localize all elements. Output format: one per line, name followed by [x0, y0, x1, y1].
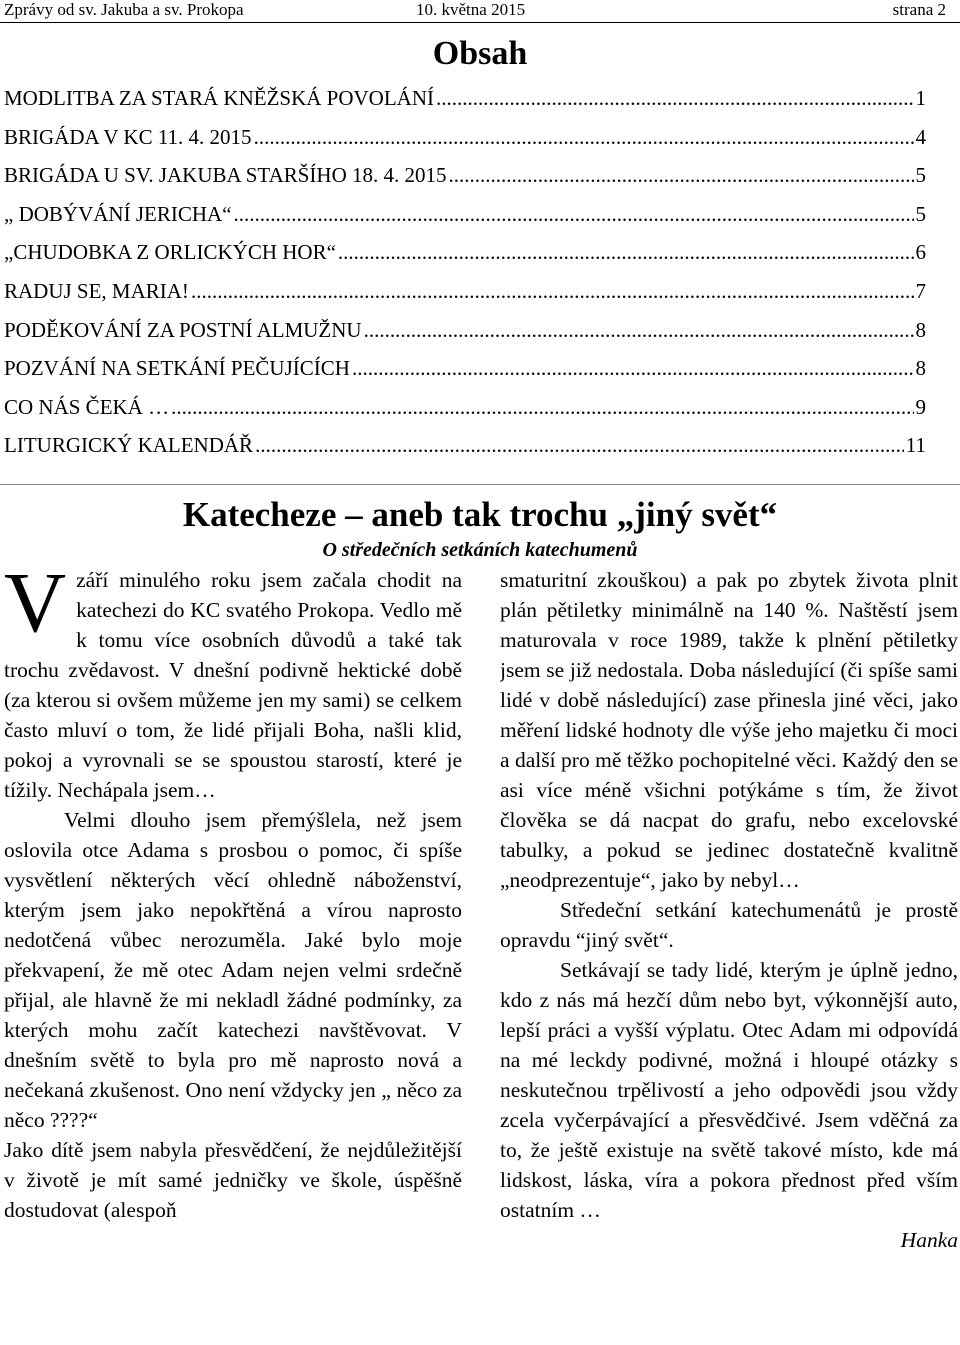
toc-leader	[255, 433, 904, 458]
toc-entry-label: PODĚKOVÁNÍ ZA POSTNÍ ALMUŽNU	[4, 317, 362, 342]
toc-entry-page: 8	[915, 356, 926, 381]
toc-entry-page: 8	[915, 317, 926, 342]
toc-title: Obsah	[432, 35, 528, 72]
toc-leader	[449, 163, 914, 188]
toc-entry-label: BRIGÁDA V KC 11. 4. 2015	[4, 124, 252, 149]
toc-entry-page: 9	[915, 394, 926, 419]
toc-entry[interactable]	[4, 163, 926, 202]
toc-entry[interactable]	[4, 279, 926, 318]
toc-entry-page: 4	[915, 124, 926, 149]
toc-entry-page: 6	[915, 240, 926, 265]
toc-entry[interactable]	[4, 395, 926, 434]
toc-entry-page: 5	[915, 201, 926, 226]
toc-entry-page: 1	[915, 86, 926, 110]
article-paragraph: Velmi dlouho jsem přemýšlela, než jsem oslovila otce Adama s prosbou o pomoc, či spíše vysvětlení některých věcí ohledně náboženství, kterým jsem jako nepokřtěná a vírou naprosto nedotčená vůbec nerozuměla. Jaké bylo moje překvapení, že mě otec Adam nejen velmi srdečně přijal, ale hlavně že mi nekladl žádné podmínky, za kterých mohu začít katechezi navštěvovat. V dnešním světě to byla pro mě naprosto nová a nečekaná zkušenost. Ono není vždycky jen „ něco za něco ????“	[4, 808, 462, 1132]
toc-leader	[436, 86, 914, 111]
toc-entry-label: MODLITBA ZA STARÁ KNĚŽSKÁ POVOLÁNÍ	[4, 86, 434, 110]
toc-entry-page: 7	[915, 278, 926, 303]
drop-cap: V	[4, 565, 67, 650]
toc-leader	[352, 356, 914, 381]
toc-entry-label: POZVÁNÍ NA SETKÁNÍ PEČUJÍCÍCH	[4, 356, 350, 381]
toc-entry-label: BRIGÁDA U SV. JAKUBA STARŠÍHO 18. 4. 2015	[4, 163, 447, 188]
toc-entry[interactable]	[4, 202, 926, 241]
article-title: Katecheze – aneb tak trochu „jiný svět“	[182, 495, 778, 534]
toc-entry[interactable]	[4, 86, 926, 125]
newsletter-name: Zprávy od sv. Jakuba a sv. Prokopa	[4, 0, 244, 19]
article-paragraph	[4, 565, 462, 805]
toc-entry-label: LITURGICKÝ KALENDÁŘ	[4, 433, 254, 458]
article-column-right	[500, 565, 958, 1345]
article-paragraph: smaturitní zkouškou) a pak po zbytek života plnit plán pětiletky minimálně na 140 %. Naštěstí jsem maturovala v roce 1989, takže k plnění pětiletky jsem se již nedostala. Doba následující (či spíše sami lidé v době následující) zase přinesla jiné věci, jako měření lidské hodnoty dle výše jeho majetku či moci a další pro mě těžko pochopitelné věci. Každý den se asi více méně všichni potýkáme s tím, že život člověka se dá nacpat do grafu, nebo excelovské tabulky, a pokud se jedinec dostatečně kvalitně „neodprezentuje“, jako by nebyl…	[500, 568, 958, 892]
toc-entry-page: 5	[915, 163, 926, 188]
article-paragraph: Jako dítě jsem nabyla přesvědčení, že nejdůležitější v životě je mít samé jedničky ve škole, úspěšně dostudovat (alespoň	[4, 1138, 462, 1222]
article-subtitle: O středečních setkáních katechumenů	[322, 539, 638, 561]
toc-entry[interactable]	[4, 356, 926, 395]
author-signature: Hanka	[900, 1228, 958, 1252]
article-paragraph: Středeční setkání katechumenátů je prostě opravdu “jiný svět“.	[500, 898, 958, 952]
section-divider	[0, 484, 960, 485]
toc-leader	[364, 318, 914, 343]
paragraph-text: září minulého roku jsem začala chodit na katechezi do KC svatého Prokopa. Vedlo mě k tomu více osobních důvodů a také tak trochu zvědavost. V dnešní podivně hektické době (za kterou si ovšem můžeme jen my sami) se celkem často mluví o tom, že lidé přijali Boha, našli klid, pokoj a vyrovnali se se spoustou starostí, které je tížily. Nechápala jsem…	[4, 568, 462, 802]
toc-entry[interactable]	[4, 240, 926, 279]
toc-entry-label: „CHUDOBKA Z ORLICKÝCH HOR“	[4, 240, 336, 265]
page-header	[0, 0, 960, 23]
toc-leader	[338, 240, 914, 265]
toc-entry[interactable]	[4, 125, 926, 164]
toc-leader	[254, 125, 914, 150]
article-column-left	[4, 565, 462, 1345]
toc-entry-label: CO NÁS ČEKÁ …	[4, 394, 170, 419]
table-of-contents	[4, 86, 926, 472]
toc-leader	[171, 395, 913, 420]
toc-entry[interactable]	[4, 433, 926, 472]
toc-entry-label: RADUJ SE, MARIA!	[4, 278, 189, 303]
toc-entry[interactable]	[4, 318, 926, 357]
toc-leader	[233, 202, 913, 227]
toc-entry-label: „ DOBÝVÁNÍ JERICHA“	[4, 201, 232, 226]
issue-date: 10. května 2015	[416, 0, 526, 19]
page-number: strana 2	[892, 0, 946, 19]
toc-leader	[191, 279, 914, 304]
toc-entry-page: 11	[905, 433, 926, 458]
article-paragraph: Setkávají se tady lidé, kterým je úplně jedno, kdo z nás má hezčí dům nebo byt, výkonnější auto, lepší práci a vyšší výplatu. Otec Adam mi odpovídá na mé leckdy podivné, možná i hloupé otázky s neskutečnou trpělivostí a jeho odpovědi jsou vždy zcela vyčerpávající a přesvědčivé. Jsem vděčná za to, že ještě existuje na světě takové místo, kde má lidskost, láska, víra a pokora přednost před vším ostatním …	[500, 958, 958, 1222]
